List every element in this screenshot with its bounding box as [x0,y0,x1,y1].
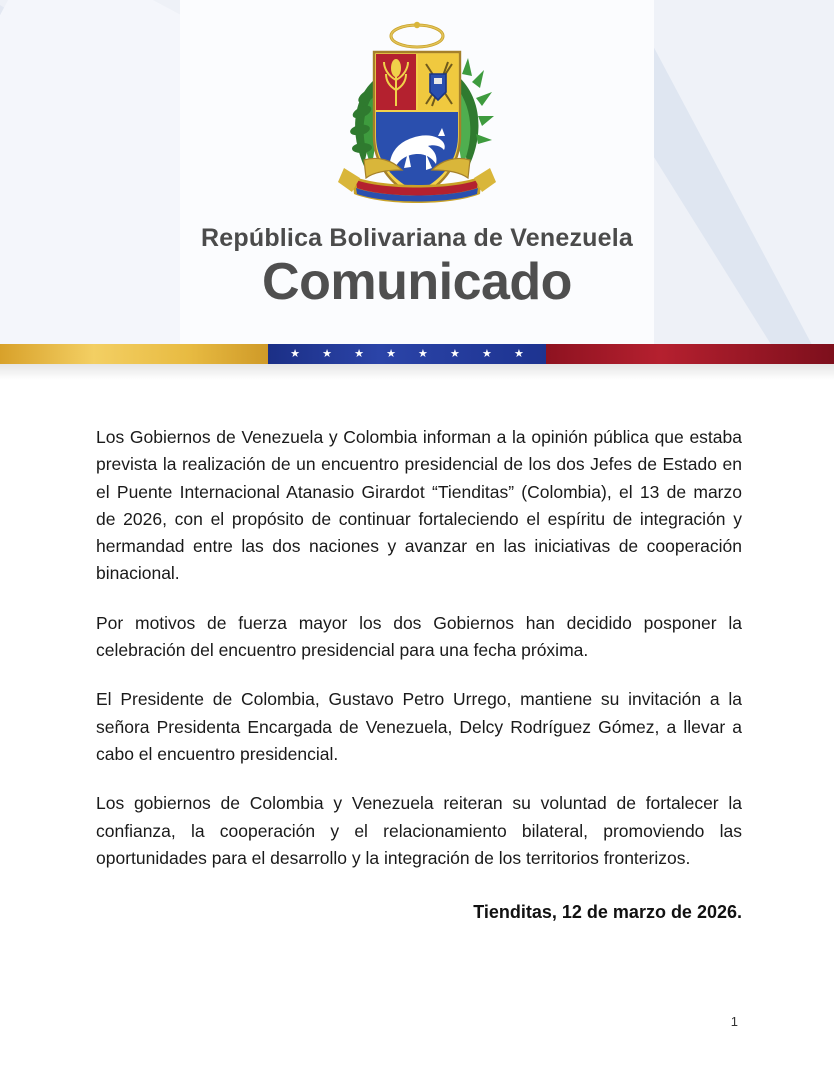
venezuela-coat-of-arms-icon [312,18,522,218]
flag-star-icon: ★ [290,347,300,360]
tricolor-blue-band [268,344,546,364]
body-paragraph: Los Gobiernos de Venezuela y Colombia informan a la opinión pública que estaba prevista la realización de un encuentro presidencial de los dos Jefes de Estado en el Puente Internacional Atanasio Girardot “Tienditas” (Colombia), el 13 de marzo de 2026, con el propósito de continuar fortaleciendo el espíritu de integración y hermandad entre las dos naciones y avanzar en las iniciativas de cooperación binacional. [96,427,742,584]
body-paragraph: Los gobiernos de Colombia y Venezuela reiteran su voluntad de fortalecer la confianza, la cooperación y el relacionamiento bilateral, promoviendo las oportunidades para el desarrollo y la integración de los territorios fronterizos. [96,793,742,868]
flag-star-icon: ★ [418,347,428,360]
country-title: República Bolivariana de Venezuela [201,224,633,252]
tricolor-yellow-band [0,344,268,364]
tricolor-bar [0,344,834,364]
flag-star-icon: ★ [482,347,492,360]
page-title: Comunicado [262,253,572,311]
document-header-banner [0,0,834,344]
flag-star-icon: ★ [354,347,364,360]
document-body [96,424,742,923]
page-number: 1 [730,1014,738,1029]
body-paragraph: Por motivos de fuerza mayor los dos Gobiernos han decidido posponer la celebración del encuentro presidencial para una fecha próxima. [96,612,742,661]
tricolor-red-band [546,344,834,364]
flag-star-icon: ★ [386,347,396,360]
signoff-line: Tienditas, 12 de marzo de 2026. [473,902,742,923]
flag-star-icon: ★ [450,347,460,360]
flag-star-icon: ★ [322,347,332,360]
body-paragraph: El Presidente de Colombia, Gustavo Petro Urrego, mantiene su invitación a la señora Presidenta Encargada de Venezuela, Delcy Rodríguez Gómez, a llevar a cabo el encuentro presidencial. [96,689,742,764]
flag-star-icon: ★ [514,347,524,360]
banner-drop-shadow [0,364,834,380]
